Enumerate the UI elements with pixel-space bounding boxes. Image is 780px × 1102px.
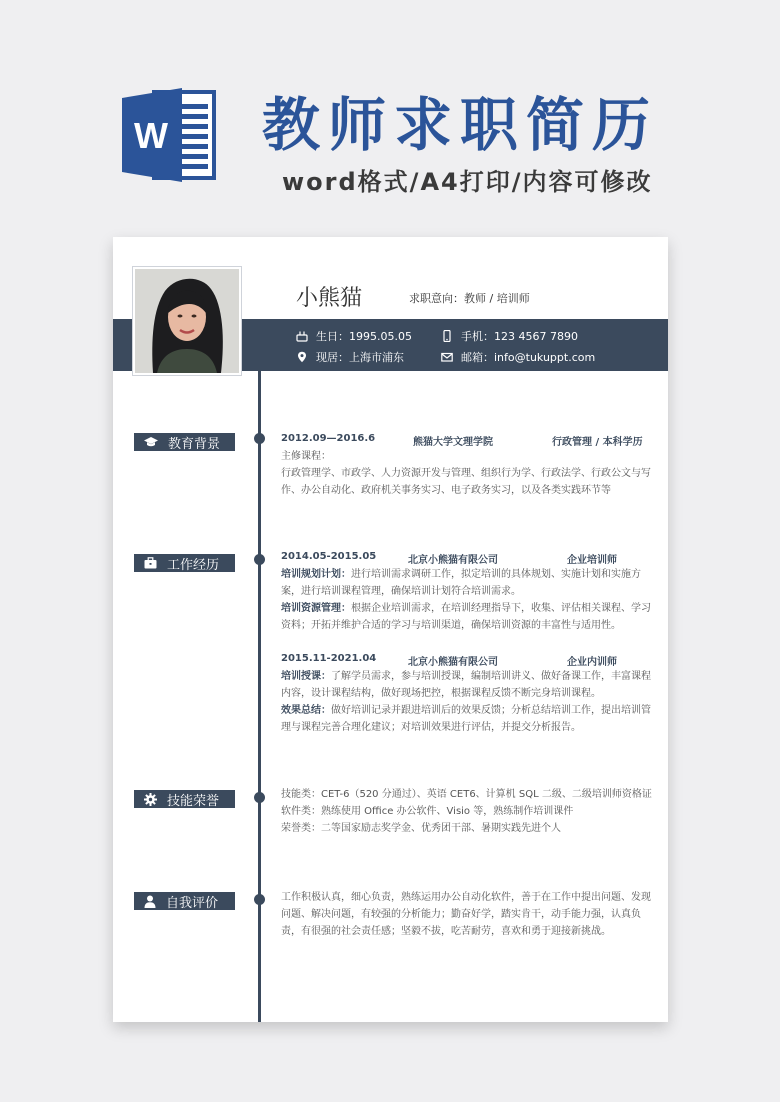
timeline-node (254, 894, 265, 905)
birth-info (296, 328, 412, 344)
courses-label: 主修课程： (281, 451, 331, 462)
skill-line: 荣誉类：二等国家励志奖学金、优秀团干部、暑期实践先进个人 (281, 823, 561, 834)
job-company: 北京小熊猫有限公司 (408, 657, 498, 668)
word-logo-letter: W (134, 115, 168, 156)
education-period: 2012.09—2016.6 (281, 433, 376, 444)
job-item: 培训资源管理：根据企业培训需求，在培训经理指导下，收集、评估相关课程、学习资料；开拓并维护合适的学习与培训渠道，确保培训资源的丰富性与适用性。 (281, 603, 651, 631)
job-period: 2015.11-2021.04 (281, 653, 377, 664)
job-period: 2014.05-2015.05 (281, 551, 377, 562)
graduation-cap-icon (144, 436, 158, 448)
section-title-work: 工作经历 (134, 554, 235, 572)
birth-text: 生日：1995.05.05 (316, 330, 412, 343)
avatar-photo (133, 267, 241, 375)
job-intent: 求职意向：教师 / 培训师 (409, 292, 530, 305)
section-title-education: 教育背景 (134, 433, 235, 451)
skills-text (281, 786, 653, 837)
word-logo-icon (118, 84, 220, 186)
timeline-node (254, 433, 265, 444)
skill-line: 技能类：CET-6（520 分通过）、英语 CET6、计算机 SQL 二级、二级培训师资格证 (281, 789, 652, 800)
residence-text: 现居：上海市浦东 (316, 351, 404, 364)
section-title-skills: 技能荣誉 (134, 790, 235, 808)
timeline-line (258, 371, 261, 1022)
job-company: 北京小熊猫有限公司 (408, 555, 498, 566)
job-item: 培训规划计划：进行培训需求调研工作，拟定培训的具体规划、实施计划和实施方案，进行培训课程管理，确保培训计划符合培训需求。 (281, 569, 641, 597)
job-position: 企业培训师 (567, 555, 617, 566)
phone-info (441, 328, 578, 344)
resume-page (113, 237, 668, 1022)
education-degree: 行政管理 / 本科学历 (552, 437, 643, 448)
courses-text: 行政管理学、市政学、人力资源开发与管理、组织行为学、行政法学、行政公文与写作、办公自动化、政府机关事务实习、电子政务实习，以及各类实践环节等 (281, 468, 651, 496)
job-details (281, 668, 653, 736)
banner-subtitle: word格式/A4打印/内容可修改 (282, 168, 653, 196)
job-item: 效果总结：做好培训记录并跟进培训后的效果反馈；分析总结培训工作，提出培训管理与课程完善合理化建议；对培训效果进行评估，并提交分析报告。 (281, 705, 651, 733)
job-item: 培训授课：了解学员需求，参与培训授课，编制培训讲义、做好备课工作，丰富课程内容，设计课程结构，做好现场把控，根据课程反馈不断完身培训课程。 (281, 671, 651, 699)
briefcase-icon (144, 557, 157, 569)
mail-icon (441, 351, 453, 363)
section-title-self-eval: 自我评价 (134, 892, 235, 910)
skill-line: 软件类：熟练使用 Office 办公软件、Visio 等，熟练制作培训课件 (281, 806, 574, 817)
location-pin-icon (296, 351, 308, 363)
email-info (441, 349, 595, 365)
phone-icon (441, 330, 453, 342)
education-school: 熊猫大学文理学院 (413, 437, 493, 448)
banner-title: 教师求职简历 (262, 91, 659, 159)
self-eval-text: 工作积极认真，细心负责，熟练运用办公自动化软件，善于在工作中提出问题、发现问题、解决问题，有较强的分析能力；勤奋好学，踏实肯干，动手能力强，认真负责，有很强的社会责任感；坚毅不拔，吃苦耐劳，喜欢和勇于迎接新挑战。 (281, 892, 651, 937)
education-courses (281, 448, 653, 499)
gear-icon (144, 793, 157, 806)
user-icon (144, 895, 156, 908)
job-position: 企业内训师 (567, 657, 617, 668)
timeline-node (254, 792, 265, 803)
email-text: 邮箱：info@tukuppt.com (461, 351, 596, 364)
phone-text: 手机：123 4567 7890 (461, 330, 578, 343)
residence-info (296, 349, 404, 365)
job-details (281, 566, 653, 634)
cake-icon (296, 330, 308, 342)
timeline-node (254, 554, 265, 565)
candidate-name: 小熊猫 (296, 286, 363, 311)
